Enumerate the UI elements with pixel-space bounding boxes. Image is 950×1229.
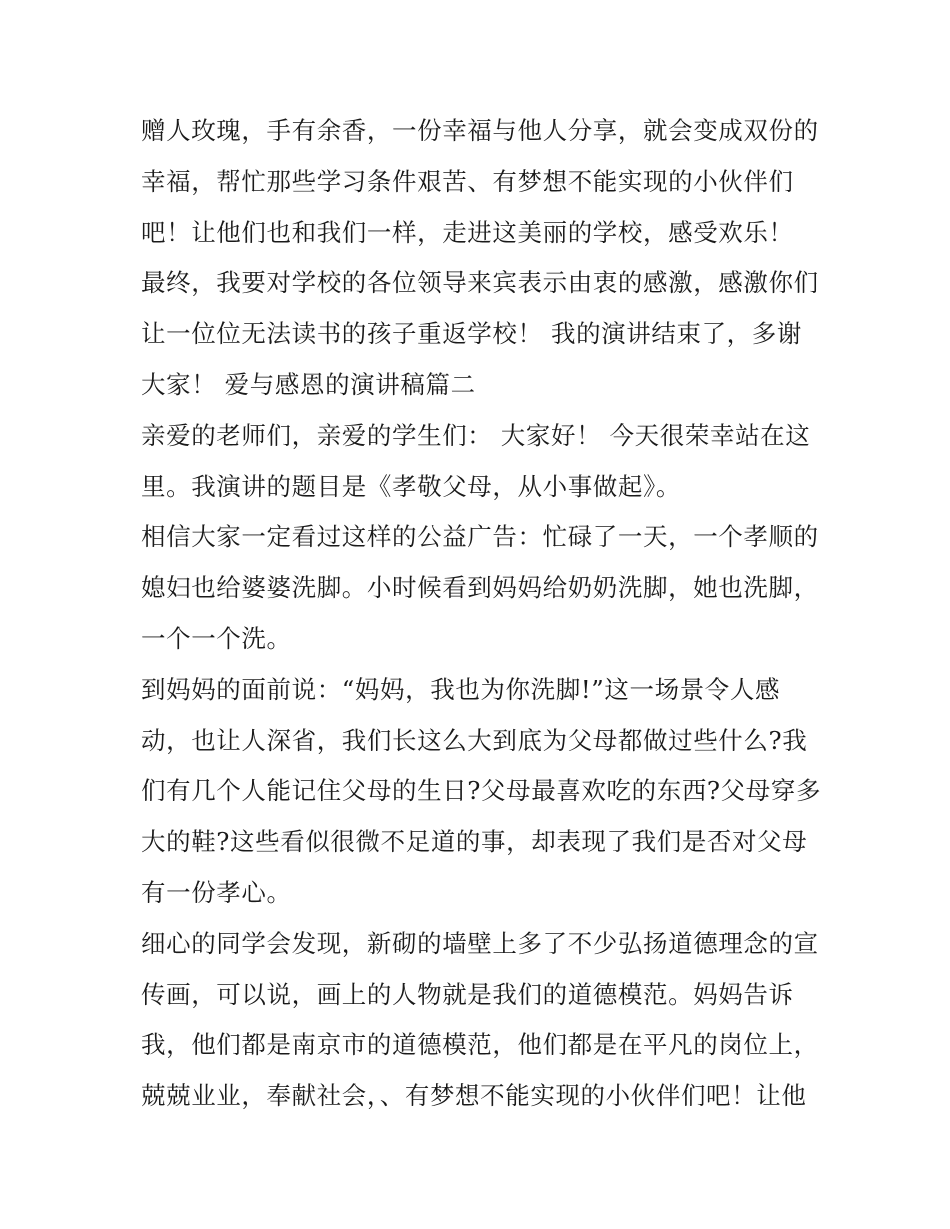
- text-line: 动，也让人深省，我们长这么大到底为父母都做过些什么?我: [141, 725, 808, 755]
- text-line: 兢兢业业，奉献社会，、有梦想不能实现的小伙伴们吧！让他: [141, 1081, 807, 1111]
- text-line: 亲爱的老师们，亲爱的学生们： 大家好！ 今天很荣幸站在这: [141, 420, 811, 450]
- text-line: 到妈妈的面前说：“妈妈，我也为你洗脚!”这一场景令人感: [141, 674, 781, 704]
- text-line: 媳妇也给婆婆洗脚。小时候看到妈妈给奶奶洗脚，她也洗脚，: [141, 573, 819, 603]
- text-line: 一个一个洗。: [141, 623, 292, 653]
- text-line: 最终，我要对学校的各位领导来宾表示由衷的感激，感激你们: [141, 268, 819, 298]
- text-line: 我，他们都是南京市的道德模范，他们都是在平凡的岗位上，: [141, 1030, 819, 1060]
- text-line: 相信大家一定看过这样的公益广告：忙碌了一天，一个孝顺的: [141, 522, 819, 552]
- text-line: 幸福，帮忙那些学习条件艰苦、有梦想不能实现的小伙伴们: [141, 166, 794, 196]
- text-line: 大家！ 爱与感恩的演讲稿篇二: [141, 369, 476, 399]
- text-line: 们有几个人能记住父母的生日?父母最喜欢吃的东西?父母穿多: [141, 776, 822, 806]
- text-line: 让一位位无法读书的孩子重返学校！ 我的演讲结束了，多谢: [141, 319, 802, 349]
- text-line: 有一份孝心。: [141, 877, 292, 907]
- text-line: 细心的同学会发现，新砌的墙壁上多了不少弘扬道德理念的宣: [141, 928, 819, 958]
- text-line: 赠人玫瑰，手有余香，一份幸福与他人分享，就会变成双份的: [141, 116, 819, 145]
- text-line: 传画，可以说，画上的人物就是我们的道德模范。妈妈告诉: [141, 979, 794, 1009]
- text-line: 里。我演讲的题目是《孝敬父母，从小事做起》。: [141, 471, 681, 501]
- text-line: 吧！让他们也和我们一样，走进这美丽的学校，感受欢乐！: [141, 217, 794, 247]
- speech-text-block: [141, 106, 821, 1122]
- text-line: 大的鞋?这些看似很微不足道的事，却表现了我们是否对父母: [141, 827, 808, 857]
